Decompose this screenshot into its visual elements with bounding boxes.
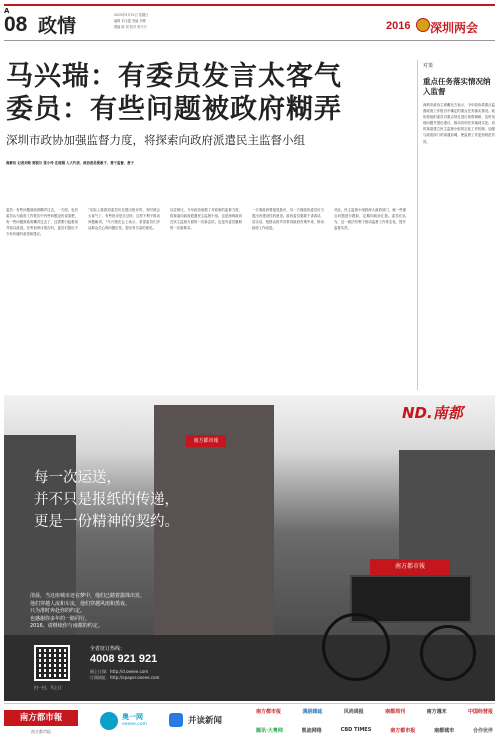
ad-slogan-1: 每一次运送，	[34, 470, 121, 486]
partner-logo: 合作伙伴	[472, 728, 493, 734]
footer-brand-main	[4, 710, 78, 726]
qr-caption: 扫一扫，马上订	[34, 685, 62, 690]
section-title: 政情	[38, 15, 77, 37]
editors-line-2: 图编 陈 刘 校对 郭今天	[114, 25, 147, 29]
partner-logo: 腾讯·大粤网	[256, 728, 283, 734]
partner-logo: 南都城市	[434, 728, 455, 734]
side-label: 对策	[423, 63, 434, 69]
ad-slogan-3: 更是一份精神的契约。	[34, 514, 179, 530]
oneweb-name: 奥一网	[122, 713, 143, 721]
header-top-mark: A	[4, 7, 10, 15]
partner-logo: 南都周刊	[385, 709, 406, 715]
oneweb-url[interactable]: oeeee.com	[122, 722, 147, 727]
partner-row	[254, 708, 495, 715]
bike-wheel	[420, 625, 476, 681]
hotline-number[interactable]: 4008 921 921	[90, 653, 158, 665]
header-rule	[4, 40, 495, 41]
page-number: 08	[4, 13, 28, 36]
partner-logo: CBD TIMES	[340, 727, 372, 733]
page-header	[0, 0, 499, 44]
shop-sign-text: 南方都市報	[193, 438, 219, 444]
subscribe-url-2[interactable]: 订阅网址：http://epaper.oeeee.com	[90, 675, 160, 680]
partner-row	[254, 727, 495, 734]
body-column-2: "实际上我看到委员们在提出批评时，有时候会太客气了，有些批评是走过场，这样不利于推动问题解决。"马兴瑞在会上表示，希望委员们多从群众关心的问题出发，提出有分量的意见。	[88, 208, 160, 231]
body-column-5: 对此，民主监督小组将深入政府部门，就一些重点问题进行跟踪，定期向政协汇报。委员们认为，这一做法有利于推动监督工作常态化，提升监督实效。	[334, 208, 406, 231]
news-app-name: 并读新闻	[188, 716, 223, 726]
ad-body-line: 清晨，当这座城市还在梦中，他们已踏着露珠出发。	[30, 593, 146, 599]
footer-brand-main-text: 南方都市報	[19, 713, 63, 723]
ad-body-line: 也感谢你多年的一路同行，	[30, 615, 91, 622]
partner-logo: 南方都市报	[390, 728, 416, 734]
shop-sign	[186, 435, 226, 447]
bike-wheel	[322, 613, 390, 681]
partner-logo: 南方週末	[426, 709, 447, 715]
body-column-4: 一方面政府要接受批评，另一方面政协委员应当提出有建设性的意见。政协委员要敢于讲真话、讲实话，把群众的声音带到政府决策中来，推动政府工作改进。	[252, 208, 324, 231]
header-accent-bar	[4, 4, 495, 6]
partner-logo: 风尚周报	[343, 709, 364, 715]
date-line: 2015年5月31日 星期日	[114, 13, 149, 17]
ad-slogan-2: 并不只是报纸的传递，	[34, 492, 179, 508]
bike-crate-label: 南方都市報	[370, 559, 450, 575]
news-app-icon	[169, 713, 183, 727]
partner-logo: 南方都市报	[256, 709, 282, 715]
ad-logo: ND.南都	[402, 404, 463, 422]
footer-bar	[4, 703, 495, 748]
qr-code[interactable]	[34, 645, 70, 681]
qr-pattern	[36, 647, 68, 679]
lead-paragraph: 南都讯 记者刘菊 郭锐川 张小玲 庄树娟 人大代表、政协委员要敢于、善于监督、善于	[6, 161, 134, 165]
ad-body	[30, 593, 145, 631]
side-column	[417, 60, 495, 390]
partner-logo: 凯迪网络	[301, 728, 322, 734]
subscribe-url-1[interactable]: 网上订阅：http://d.oeeee.com	[90, 669, 149, 674]
hotline-label: 全省征订热线：	[90, 646, 126, 652]
partner-logo: 中国经营报	[467, 709, 493, 715]
headline-line-1: 马兴瑞：有委员发言太客气	[6, 61, 342, 92]
headline-subtitle: 深圳市政协加强监督力度，将探索向政府派遣民主监督小组	[6, 133, 305, 147]
headline-line-2: 委员：有些问题被政府糊弄	[6, 94, 342, 125]
brand-label: 深圳两会	[430, 21, 479, 35]
ad-body-line: 只为准时奔赴你的约定。	[30, 608, 86, 614]
footer-brand-sub: 南方都市报	[31, 729, 51, 734]
emblem-icon	[416, 18, 430, 32]
year-label: 2016	[386, 20, 411, 32]
partner-logo: 漢語雜誌	[302, 709, 323, 715]
editors-line-1: 编辑 刘玉霞 美编 刘博	[114, 19, 146, 23]
partner-logos	[254, 708, 495, 734]
body-column-3: 以往相比，今年政协加强了对政府的监督力度，将探索向政府派遣民主监督小组，这是深圳政协在民主监督方面的一次新尝试，也是对委员履职的一次新要求。	[170, 208, 242, 231]
oneweb-logo-icon	[100, 712, 118, 730]
ad-panel	[4, 395, 495, 701]
ad-body-line: 2016，请继续你与南都的约定。	[30, 623, 103, 629]
side-title: 重点任务落实情况纳入监督	[423, 77, 491, 96]
side-text: 深圳市政协主席戴北方表示，今年政协将重点监督政府工作报告中确定的重点任务落实情况。政协将组织委员对重点项目进行视察调研，及时发现问题并提出建议，推动各项任务落到实处。同时探索建立民主监督小组常态化工作机制，加强与政府部门的沟通协调，使监督工作更加规范有效。	[423, 103, 495, 144]
ad-body-line: 他们穿越人流和车流，他们穿越风雨和黑夜。	[30, 600, 131, 607]
body-column-1: 委员：有些问题被政府糊弄过去。一方面，也有委员认为政府工作报告中有些问题没有说清楚，有一些问题被政府糊弄过去了，这需要引起重视并加以改进。在听取审议报告时，委员们提出不少有价值的意见和建议。	[6, 208, 78, 237]
bicycle-icon	[310, 555, 480, 685]
